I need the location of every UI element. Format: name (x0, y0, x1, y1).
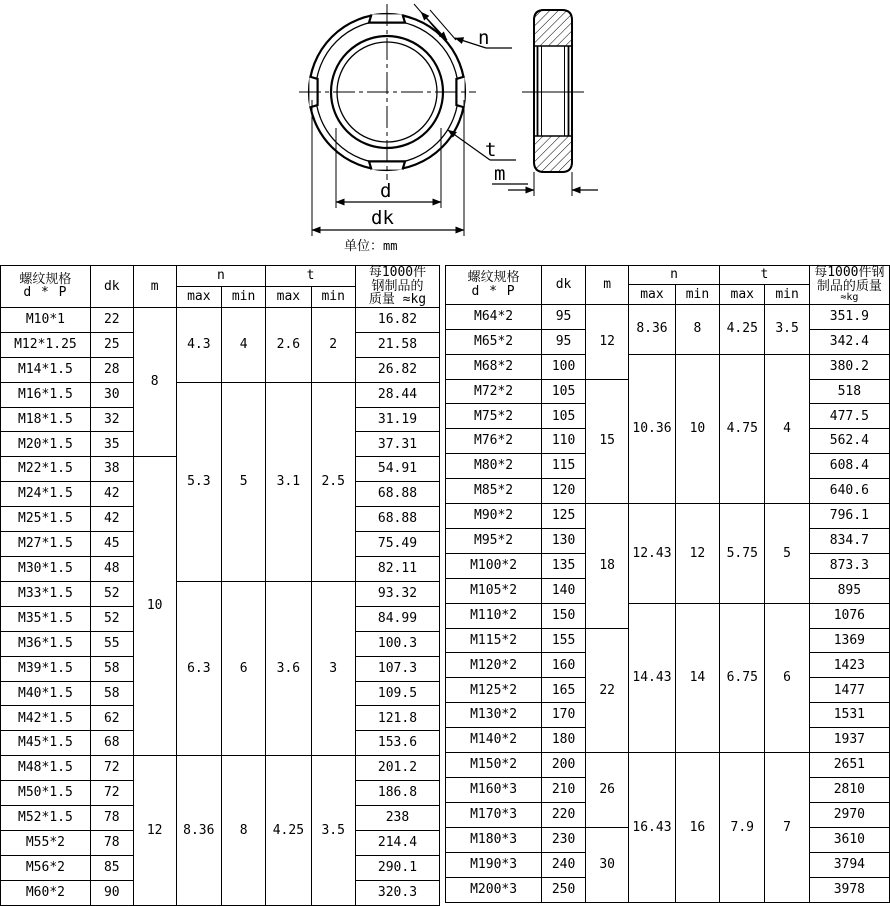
cell-n-min: 8 (675, 304, 719, 354)
cell-mass: 1477 (809, 678, 889, 703)
cell-mass: 342.4 (809, 329, 889, 354)
cell-thread-spec: M18*1.5 (1, 407, 91, 432)
cell-n-max: 10.36 (629, 354, 676, 503)
header-t-min: min (765, 285, 809, 304)
cell-thread-spec: M30*1.5 (1, 556, 91, 581)
cell-m: 12 (586, 304, 629, 379)
cell-thread-spec: M14*1.5 (1, 357, 91, 382)
header-n-max: max (629, 285, 676, 304)
cell-t-max: 5.75 (720, 504, 765, 604)
header-mass-line1: 每1000件 (368, 265, 427, 280)
cell-m: 26 (586, 753, 629, 828)
cell-mass: 3794 (809, 852, 889, 877)
table-row (1, 756, 440, 781)
cell-mass: 1423 (809, 653, 889, 678)
cell-dk: 160 (541, 653, 585, 678)
cell-dk: 85 (90, 855, 133, 880)
cell-thread-spec: M120*2 (446, 653, 542, 678)
left-table-header (1, 266, 440, 308)
dimension-label-n: n (478, 27, 490, 49)
header-mass-line3: ≈kg (840, 292, 859, 304)
unit-note (344, 240, 397, 253)
cell-dk: 240 (541, 852, 585, 877)
cell-dk: 78 (90, 830, 133, 855)
cell-n-min: 4 (222, 307, 266, 382)
cell-mass: 2810 (809, 778, 889, 803)
cell-thread-spec: M180*3 (446, 827, 542, 852)
cell-dk: 200 (541, 753, 585, 778)
cell-m: 18 (586, 504, 629, 629)
cell-dk: 140 (541, 578, 585, 603)
header-thread-spec-line2: d * P (23, 285, 68, 301)
cell-thread-spec: M35*1.5 (1, 606, 91, 631)
cell-t-min: 3 (311, 581, 355, 755)
cell-thread-spec: M33*1.5 (1, 581, 91, 606)
cell-dk: 110 (541, 429, 585, 454)
cell-t-max: 6.75 (720, 603, 765, 752)
cell-mass: 31.19 (355, 407, 439, 432)
cell-n-min: 8 (222, 756, 266, 906)
table-row (446, 753, 890, 778)
cell-mass: 380.2 (809, 354, 889, 379)
cell-thread-spec: M64*2 (446, 304, 542, 329)
cell-thread-spec: M20*1.5 (1, 432, 91, 457)
cell-thread-spec: M40*1.5 (1, 681, 91, 706)
cell-t-max: 2.6 (266, 307, 311, 382)
cell-mass: 796.1 (809, 504, 889, 529)
cell-dk: 210 (541, 778, 585, 803)
cell-dk: 125 (541, 504, 585, 529)
right-table-body (446, 304, 890, 902)
cell-thread-spec: M60*2 (1, 880, 91, 905)
cell-thread-spec: M115*2 (446, 628, 542, 653)
cell-mass: 121.8 (355, 706, 439, 731)
cell-mass: 1531 (809, 703, 889, 728)
cell-t-max: 4.25 (266, 756, 311, 906)
cell-mass: 640.6 (809, 479, 889, 504)
cell-mass: 2651 (809, 753, 889, 778)
cell-dk: 68 (90, 731, 133, 756)
cell-t-min: 3.5 (765, 304, 809, 354)
cell-dk: 105 (541, 379, 585, 404)
dimension-t (448, 130, 516, 160)
side-section-view (522, 10, 584, 172)
header-n-min: min (675, 285, 719, 304)
cell-dk: 115 (541, 454, 585, 479)
cell-dk: 25 (90, 332, 133, 357)
header-dk: dk (90, 266, 133, 308)
cell-mass: 82.11 (355, 556, 439, 581)
cell-dk: 135 (541, 553, 585, 578)
cell-mass: 109.5 (355, 681, 439, 706)
cell-n-max: 16.43 (629, 753, 676, 903)
header-dk: dk (541, 266, 585, 305)
cell-thread-spec: M50*1.5 (1, 781, 91, 806)
cell-thread-spec: M105*2 (446, 578, 542, 603)
header-n-max: max (176, 286, 221, 307)
cell-dk: 120 (541, 479, 585, 504)
cell-mass: 68.88 (355, 507, 439, 532)
cell-thread-spec: M75*2 (446, 404, 542, 429)
cell-t-min: 3.5 (311, 756, 355, 906)
header-n: n (629, 266, 720, 285)
cell-mass: 68.88 (355, 482, 439, 507)
cell-mass: 1369 (809, 628, 889, 653)
left-spec-table (0, 265, 440, 906)
dimension-m (492, 172, 598, 196)
cell-n-min: 12 (675, 504, 719, 604)
cell-mass: 3978 (809, 877, 889, 902)
table-row (446, 304, 890, 329)
cell-n-min: 6 (222, 581, 266, 755)
cell-m: 10 (133, 457, 176, 756)
cell-dk: 105 (541, 404, 585, 429)
cell-mass: 186.8 (355, 781, 439, 806)
cell-mass: 895 (809, 578, 889, 603)
cell-mass: 2970 (809, 802, 889, 827)
header-mass-line2: 制品的质量 (816, 278, 882, 294)
cell-mass: 1937 (809, 728, 889, 753)
header-mass-line3: 质量 ≈kg (368, 292, 427, 308)
cell-thread-spec: M25*1.5 (1, 507, 91, 532)
cell-dk: 52 (90, 581, 133, 606)
cell-thread-spec: M52*1.5 (1, 806, 91, 831)
cell-dk: 30 (90, 382, 133, 407)
cell-thread-spec: M85*2 (446, 479, 542, 504)
header-thread-spec (446, 266, 542, 305)
cell-thread-spec: M10*1 (1, 307, 91, 332)
unit-note-text: 单位： (344, 239, 384, 254)
cell-mass: 834.7 (809, 528, 889, 553)
table-row (1, 581, 440, 606)
cell-dk: 78 (90, 806, 133, 831)
cell-n-max: 8.36 (176, 756, 221, 906)
cell-dk: 130 (541, 528, 585, 553)
cell-thread-spec: M140*2 (446, 728, 542, 753)
cell-thread-spec: M170*3 (446, 802, 542, 827)
cell-t-max: 4.75 (720, 354, 765, 503)
left-table-body (1, 307, 440, 905)
cell-dk: 35 (90, 432, 133, 457)
cell-dk: 230 (541, 827, 585, 852)
cell-n-max: 6.3 (176, 581, 221, 755)
cell-dk: 58 (90, 656, 133, 681)
cell-dk: 45 (90, 532, 133, 557)
header-mass (809, 266, 889, 305)
cell-t-min: 6 (765, 603, 809, 752)
cell-thread-spec: M36*1.5 (1, 631, 91, 656)
cell-thread-spec: M16*1.5 (1, 382, 91, 407)
header-n: n (176, 266, 266, 287)
cell-dk: 155 (541, 628, 585, 653)
cell-thread-spec: M68*2 (446, 354, 542, 379)
table-row (1, 382, 440, 407)
cell-m: 8 (133, 307, 176, 456)
cell-m: 30 (586, 827, 629, 902)
cell-t-min: 2.5 (311, 382, 355, 581)
cell-m: 12 (133, 756, 176, 906)
cell-t-min: 5 (765, 504, 809, 604)
cell-thread-spec: M27*1.5 (1, 532, 91, 557)
cell-thread-spec: M76*2 (446, 429, 542, 454)
spec-tables (0, 265, 890, 901)
cell-thread-spec: M150*2 (446, 753, 542, 778)
cell-t-max: 3.6 (266, 581, 311, 755)
cell-mass: 238 (355, 806, 439, 831)
cell-thread-spec: M55*2 (1, 830, 91, 855)
header-thread-spec-line2: d * P (471, 283, 516, 299)
cell-dk: 62 (90, 706, 133, 731)
cell-mass: 1076 (809, 603, 889, 628)
dimension-label-dk: dk (371, 207, 394, 229)
header-t-max: max (720, 285, 765, 304)
cell-mass: 3610 (809, 827, 889, 852)
cell-dk: 48 (90, 556, 133, 581)
cell-dk: 38 (90, 457, 133, 482)
cell-thread-spec: M200*3 (446, 877, 542, 902)
cell-thread-spec: M12*1.25 (1, 332, 91, 357)
cell-thread-spec: M56*2 (1, 855, 91, 880)
cell-thread-spec: M100*2 (446, 553, 542, 578)
cell-dk: 72 (90, 781, 133, 806)
cell-mass: 28.44 (355, 382, 439, 407)
cell-mass: 873.3 (809, 553, 889, 578)
cell-mass: 37.31 (355, 432, 439, 457)
cell-dk: 100 (541, 354, 585, 379)
cell-n-min: 14 (675, 603, 719, 752)
technical-drawing (0, 0, 890, 262)
cell-m: 15 (586, 379, 629, 504)
cell-dk: 22 (90, 307, 133, 332)
cell-dk: 150 (541, 603, 585, 628)
cell-mass: 93.32 (355, 581, 439, 606)
cell-thread-spec: M130*2 (446, 703, 542, 728)
header-t: t (266, 266, 356, 287)
cell-dk: 52 (90, 606, 133, 631)
cell-dk: 42 (90, 482, 133, 507)
cell-mass: 153.6 (355, 731, 439, 756)
cell-thread-spec: M24*1.5 (1, 482, 91, 507)
header-thread-spec-line1: 螺纹规格 (467, 270, 520, 286)
cell-thread-spec: M42*1.5 (1, 706, 91, 731)
cell-mass: 201.2 (355, 756, 439, 781)
cell-mass: 608.4 (809, 454, 889, 479)
cell-mass: 100.3 (355, 631, 439, 656)
cell-thread-spec: M48*1.5 (1, 756, 91, 781)
cell-thread-spec: M45*1.5 (1, 731, 91, 756)
table-row (1, 307, 440, 332)
header-n-min: min (222, 286, 266, 307)
cell-n-max: 5.3 (176, 382, 221, 581)
nut-drawing-svg (0, 0, 890, 262)
cell-dk: 28 (90, 357, 133, 382)
header-m: m (586, 266, 629, 305)
cell-mass: 54.91 (355, 457, 439, 482)
cell-mass: 477.5 (809, 404, 889, 429)
cell-dk: 165 (541, 678, 585, 703)
cell-t-min: 2 (311, 307, 355, 382)
cell-mass: 290.1 (355, 855, 439, 880)
cell-dk: 250 (541, 877, 585, 902)
table-row (446, 603, 890, 628)
cell-mass: 320.3 (355, 880, 439, 905)
cell-dk: 220 (541, 802, 585, 827)
cell-thread-spec: M110*2 (446, 603, 542, 628)
cell-n-max: 8.36 (629, 304, 676, 354)
cell-thread-spec: M160*3 (446, 778, 542, 803)
cell-thread-spec: M90*2 (446, 504, 542, 529)
cell-n-max: 4.3 (176, 307, 221, 382)
header-thread-spec (1, 266, 91, 308)
cell-t-max: 7.9 (720, 753, 765, 903)
cell-n-min: 10 (675, 354, 719, 503)
header-mass-line1: 每1000件钢 (814, 265, 885, 280)
cell-dk: 42 (90, 507, 133, 532)
dimension-label-t: t (485, 139, 497, 161)
cell-dk: 170 (541, 703, 585, 728)
cell-mass: 214.4 (355, 830, 439, 855)
cell-thread-spec: M125*2 (446, 678, 542, 703)
header-t-min: min (311, 286, 355, 307)
header-m: m (133, 266, 176, 308)
cell-thread-spec: M95*2 (446, 528, 542, 553)
cell-mass: 21.58 (355, 332, 439, 357)
cell-thread-spec: M22*1.5 (1, 457, 91, 482)
cell-thread-spec: M39*1.5 (1, 656, 91, 681)
cell-n-max: 14.43 (629, 603, 676, 752)
cell-mass: 518 (809, 379, 889, 404)
cell-mass: 84.99 (355, 606, 439, 631)
dimension-label-d: d (380, 180, 392, 202)
cell-n-max: 12.43 (629, 504, 676, 604)
header-t-max: max (266, 286, 311, 307)
table-row (446, 504, 890, 529)
cell-mass: 107.3 (355, 656, 439, 681)
cell-dk: 95 (541, 329, 585, 354)
cell-thread-spec: M65*2 (446, 329, 542, 354)
cell-thread-spec: M80*2 (446, 454, 542, 479)
cell-t-max: 4.25 (720, 304, 765, 354)
cell-n-min: 16 (675, 753, 719, 903)
cell-dk: 95 (541, 304, 585, 329)
dimension-label-m: m (494, 163, 506, 185)
cell-mass: 16.82 (355, 307, 439, 332)
cell-dk: 72 (90, 756, 133, 781)
right-table-header (446, 266, 890, 305)
cell-thread-spec: M190*3 (446, 852, 542, 877)
cell-mass: 75.49 (355, 532, 439, 557)
header-mass (355, 266, 439, 308)
cell-dk: 58 (90, 681, 133, 706)
cell-t-max: 3.1 (266, 382, 311, 581)
header-t: t (720, 266, 810, 285)
cell-n-min: 5 (222, 382, 266, 581)
cell-mass: 562.4 (809, 429, 889, 454)
table-row (446, 354, 890, 379)
cell-m: 22 (586, 628, 629, 753)
header-mass-line2: 钢制品的 (371, 278, 424, 294)
cell-dk: 180 (541, 728, 585, 753)
cell-thread-spec: M72*2 (446, 379, 542, 404)
cell-t-min: 7 (765, 753, 809, 903)
cell-dk: 32 (90, 407, 133, 432)
cell-dk: 90 (90, 880, 133, 905)
right-spec-table (445, 265, 890, 903)
cell-t-min: 4 (765, 354, 809, 503)
cell-mass: 26.82 (355, 357, 439, 382)
front-view-slotted-round-nut (299, 4, 476, 180)
unit-note-unit: mm (383, 239, 398, 253)
cell-dk: 55 (90, 631, 133, 656)
cell-mass: 351.9 (809, 304, 889, 329)
header-thread-spec-line1: 螺纹规格 (19, 271, 72, 287)
